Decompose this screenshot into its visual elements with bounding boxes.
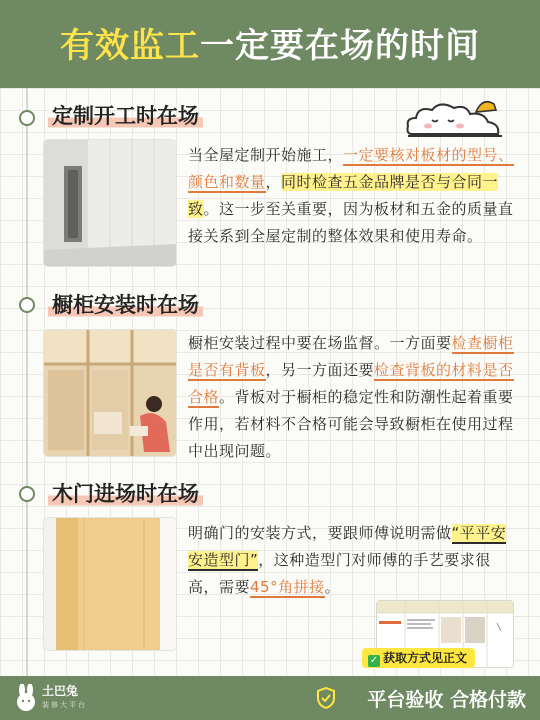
footer-bar [0, 676, 540, 720]
check-icon: ✓ [369, 655, 379, 666]
section-text-2: 橱柜安装过程中要在场监督。一方面要检查橱柜是否有背板，另一方面还要检查背板的材料是否合格。背板对于橱柜的稳定性和防潮性起着重要作用，若材料不合格可能会导致橱柜在使用过程中出现问题。 [188, 334, 514, 460]
highlight-orange: 45°角拼接 [250, 578, 325, 596]
sleeping-cloud-doodle [404, 98, 508, 140]
get-method-button[interactable] [362, 648, 475, 668]
section-title-2: 橱柜安装时在场 [48, 289, 203, 319]
highlight-orange: 检查背板的材料是否合格 [188, 361, 514, 406]
header-bar [0, 0, 540, 88]
title-highlight: 有效监工 [60, 26, 200, 66]
title-rest: 一定要在场的时间 [200, 26, 480, 66]
timeline-dot [19, 297, 35, 313]
section-title-1: 定制开工时在场 [48, 100, 203, 130]
rabbit-logo-icon [14, 684, 38, 712]
shield-check-icon [316, 687, 336, 709]
section-image-cabinet-panels [44, 140, 176, 266]
section-image-wood-door [44, 518, 176, 650]
section-text-3: 明确门的安装方式，要跟师傅说明需做“平平安安造型门”，这种造型门对师傅的手艺要求很高，需要45°角拼接。 [188, 524, 507, 596]
brand-name: 土巴兔 [42, 684, 79, 698]
timeline-line [26, 88, 28, 676]
section-text-1: 当全屋定制开始施工，一定要核对板材的型号、颜色和数量，同时检查五金品牌是否与合同一致。这一步至关重要，因为板材和五金的质量直接关系到全屋定制的整体效果和使用寿命。 [188, 146, 514, 245]
timeline-dot [19, 486, 35, 502]
section-title-3: 木门进场时在场 [48, 478, 203, 508]
brand-tagline: 装修大平台 [42, 701, 87, 709]
cta-label: 获取方式见正文 [383, 651, 468, 665]
highlight-orange: 一定要核对板材的型号、颜色和数量 [188, 146, 514, 191]
highlight-orange: 检查橱柜是否有背板 [188, 334, 514, 379]
highlight-yellow: 同时检查五金品牌是否与合同一致 [188, 173, 499, 218]
footer-slogan: 平台验收 合格付款 [367, 689, 526, 711]
highlight-yellow: “平平安安造型门” [188, 524, 507, 569]
page-title [0, 18, 540, 67]
section-image-cabinet-install [44, 330, 176, 456]
timeline-dot [19, 110, 35, 126]
